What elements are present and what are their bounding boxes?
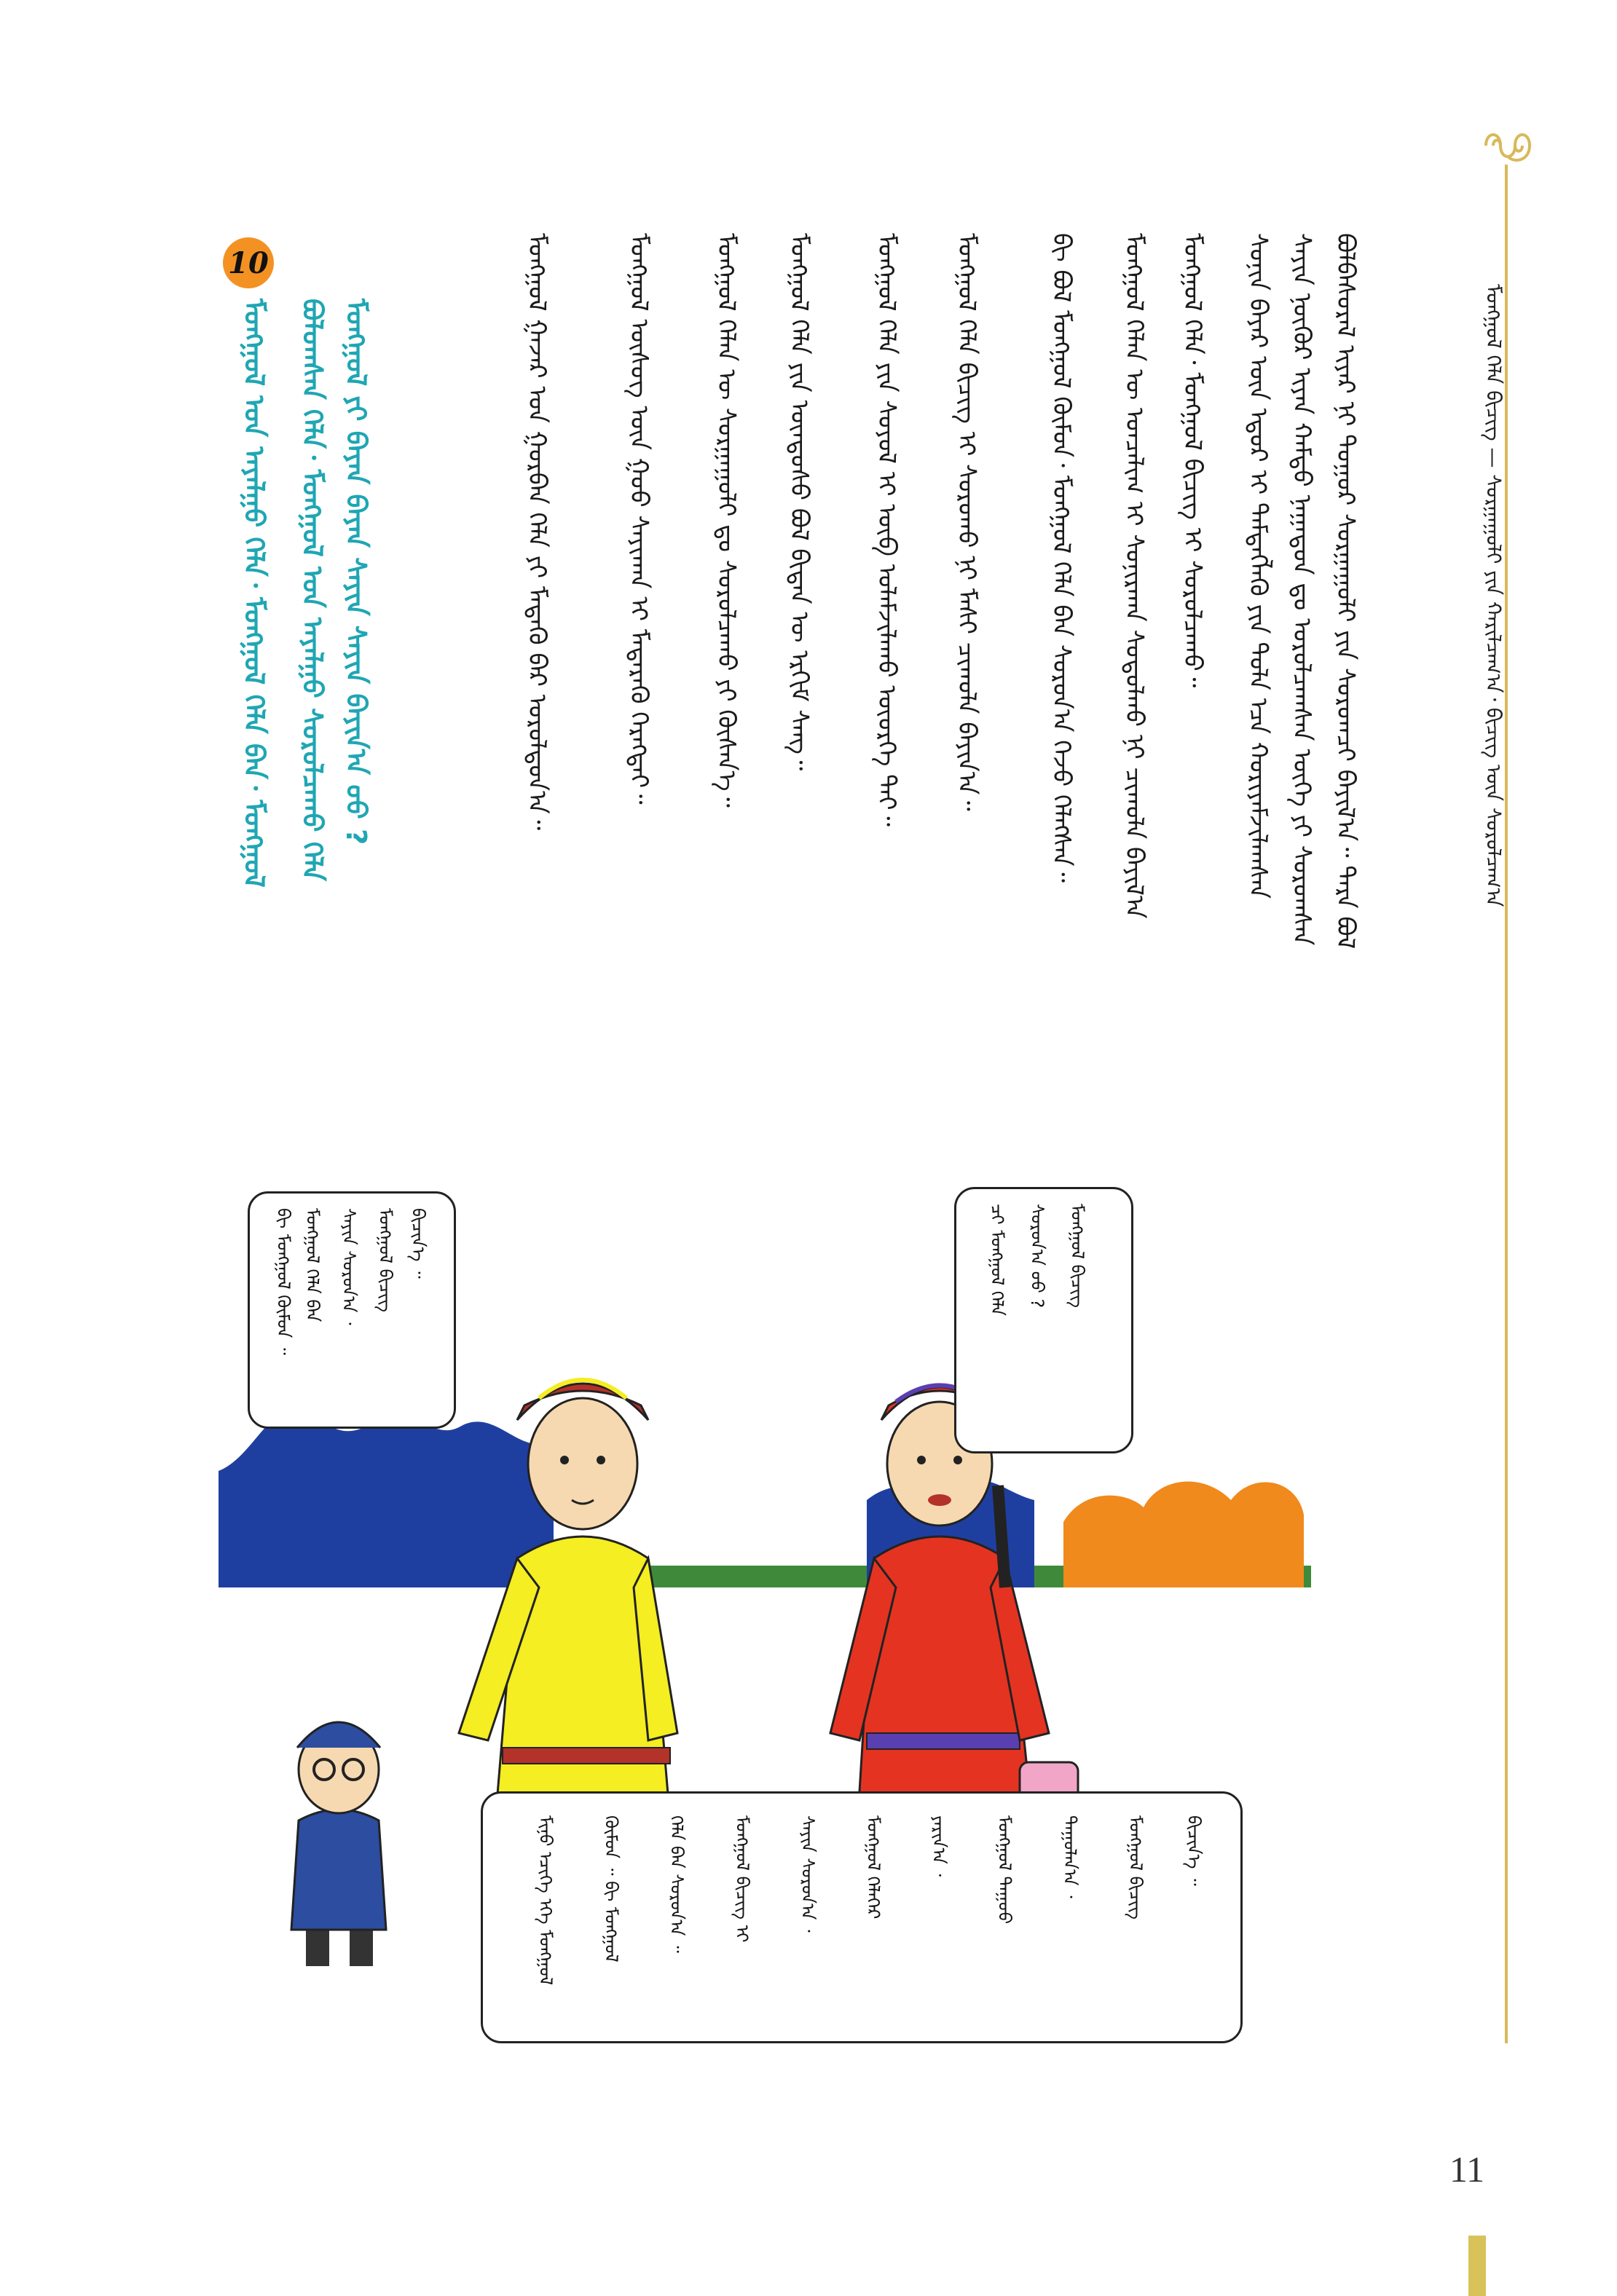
bubble-line: ᠪᠢᠴᠢᠨ᠎ᠡ ᠃ xyxy=(1184,1815,1204,1886)
mountains xyxy=(219,1411,554,1587)
body-line: ᠮᠣᠩᠭᠣᠯ ᠬᠡᠯᠡᠨ ᠦ ᠰᠤᠷᠭᠠᠭᠤᠯᠢ ᠳᠤ ᠰᠤᠷᠤᠯᠴᠠᠬᠤ ᠶᠢ ᠬᠦᠰᠡᠨ᠎ᠡ᠃ xyxy=(712,233,741,808)
speech-bubble-child xyxy=(481,1791,1243,2043)
body-line: ᠮᠣᠩᠭᠣᠯ ᠬᠡᠯᠡ᠂ ᠮᠣᠩᠭᠣᠯ ᠪᠢᠴᠢᠭ ᠢ ᠰᠤᠷᠤᠯᠴᠠᠬᠤ᠃ xyxy=(1178,233,1207,688)
exercise-line: ᠮᠣᠩᠭᠣᠯ ᠤᠨ ᠠᠶᠠᠯᠭᠤ ᠬᠡᠯᠡ᠂ ᠮᠣᠩᠭᠣᠯ ᠬᠡᠯᠡ ᠪᠡᠨ᠂ ᠮᠣᠩᠭᠣᠯ xyxy=(238,299,270,888)
bubble-line: ᠰᠠᠶᠢᠨ ᠰᠤᠷᠤᠨ᠎ᠠ ᠂ xyxy=(339,1208,359,1325)
bubble-line: ᠮᠣᠩᠭᠣᠯ ᠪᠢᠴᠢᠭ xyxy=(1125,1815,1146,1920)
speech-bubble-boy xyxy=(248,1191,456,1429)
bushes xyxy=(1063,1482,1304,1587)
bubble-line: ᠮᠣᠩᠭᠣᠯ ᠪᠢᠴᠢᠭ xyxy=(375,1208,396,1312)
bubble-line: ᠰᠠᠶᠢᠨ ᠰᠤᠷᠤᠨ᠎ᠠ ᠂ xyxy=(798,1815,818,1933)
bubble-line: ᠶᠠᠷᠢᠨ᠎ᠠ ᠂ xyxy=(929,1815,949,1877)
body-line: ᠰᠠᠶᠢᠨ ᠨᠥᠬᠦᠷ ᠢᠶᠡᠨ ᠬᠠᠮᠲᠤ ᠨᠠᠭᠠᠳᠤᠨ ᠳᠤ ᠣᠷᠣᠯᠴᠠᠭᠰᠠᠨ ᠦᠭᠡ ᠶᠢ ᠰᠤᠷᠤᠭᠰᠠᠨ xyxy=(1287,233,1316,946)
exercise-line: ᠪᠤᠯᠤᠭᠰᠠᠨ ᠬᠡᠯᠡ᠂ ᠮᠣᠩᠭᠣᠯ ᠤᠨ ᠠᠶᠠᠯᠭᠤ ᠰᠤᠷᠤᠯᠴᠠᠬᠤ ᠬᠡᠯᠡ xyxy=(296,299,328,882)
speech-bubble-mother xyxy=(954,1187,1133,1453)
bubble-line: ᠮᠣᠩᠭᠣᠯ ᠪᠢᠴᠢᠭ ᠢ xyxy=(732,1815,752,1943)
body-line: ᠮᠣᠩᠭᠣᠯ ᠦᠰᠦᠭ ᠦᠨ ᠭᠣᠣ ᠰᠠᠶᠢᠬᠠᠨ ᠢ ᠮᠡᠳᠡᠷᠡᠬᠦ ᠬᠡᠷᠡᠭᠲᠡᠢ᠃ xyxy=(624,233,653,805)
bubble-line: ᠬᠦᠮᠦᠨ ᠃ ᠪᠢ ᠮᠣᠩᠭᠣᠯ xyxy=(601,1815,621,1962)
bubble-line: ᠮᠣᠩᠭᠣᠯ ᠬᠡᠯᠡ ᠪᠡᠨ xyxy=(302,1208,323,1322)
bubble-line: ᠳᠠᠭᠤᠯᠠᠨ᠎ᠠ ᠂ xyxy=(1060,1815,1080,1898)
bubble-line: ᠪᠢ ᠮᠣᠩᠭᠣᠯ ᠬᠦᠮᠦᠨ ᠃ xyxy=(273,1208,294,1355)
body-line: ᠮᠣᠩᠭᠣᠯ ᠭᠠᠵᠠᠷ ᠤᠨ ᠭᠤᠷᠪᠠᠨ ᠬᠡᠯᠡ ᠶᠢ ᠮᠡᠳᠡᠬᠦ ᠪᠡᠷ ᠣᠷᠣᠯᠳᠤᠨ᠎ᠠ᠃ xyxy=(522,233,551,831)
running-header: ᠮᠣᠩᠭᠣᠯ ᠬᠡᠯᠡ ᠪᠢᠴᠢᠭ᠌ — ᠰᠤᠷᠭᠠᠭᠤᠯᠢ ᠶᠢᠨ ᠬᠠᠷᠢᠯᠴᠠᠭ᠎ᠠ᠂ ᠪᠢᠴᠢᠭ ᠦᠨ ᠰᠤᠷᠤᠯᠴᠠᠭ᠎ᠠ xyxy=(1482,284,1506,907)
bubble-line: ᠮᠣᠩᠭᠣᠯ ᠳᠠᠭᠤᠤ xyxy=(994,1815,1015,1925)
exercise-line: ᠮᠣᠩᠭᠣᠯ ᠶᠢ ᠪᠠᠶᠠᠨ ᠪᠠᠶᠠᠨ ᠰᠠᠶᠢᠨ ᠰᠠᠶᠢᠨ ᠪᠠᠶᠢᠨ᠎ᠠ ᠤᠤ ? xyxy=(340,299,372,845)
bubble-line: ᠬᠡᠯᠡ ᠪᠡᠨ ᠰᠤᠷᠤᠨ᠎ᠠ ᠃ xyxy=(666,1815,687,1953)
bubble-line: ᠮᠢᠨᠤ ᠡᠴᠢᠭᠡ ᠡᠬᠡ ᠮᠣᠩᠭᠣᠯ xyxy=(535,1815,556,1986)
bubble-line: ᠪᠢᠴᠢᠨ᠎ᠡ ᠃ xyxy=(408,1208,428,1279)
exercise-number-badge: 10 xyxy=(223,237,274,288)
bubble-line: ᠰᠤᠷᠤᠨ᠎ᠠ ᠤᠤ ? xyxy=(1027,1204,1047,1309)
body-line: ᠮᠣᠩᠭᠣᠯ ᠬᠡᠯᠡᠨ ᠦ ᠣᠨᠴᠠᠯᠢᠭ ᠢ ᠰᠣᠨᠢᠷᠬᠠᠨ ᠰᠤᠳᠤᠯᠬᠤ ᠨᠢ ᠴᠢᠬᠤᠯᠠ ᠪᠠᠶᠢᠯ᠎ᠠ xyxy=(1120,233,1149,919)
body-line: ᠪᠣᠯᠪᠠᠰᠤᠷᠠᠯ ᠢᠶᠠᠷ ᠨᠢ ᠳᠤᠭᠤᠷ ᠰᠤᠷᠭᠠᠭᠤᠯᠢ ᠶᠢᠨ ᠰᠤᠷᠤᠭᠴᠢ ᠪᠠᠶᠢᠯ᠎ᠠ᠃ ᠲᠡᠷᠡ ᠪᠣᠯ xyxy=(1331,233,1360,950)
page-number: 11 xyxy=(1449,2149,1485,2190)
body-line: ᠮᠣᠩᠭᠣᠯ ᠬᠡᠯᠡ ᠶᠢᠨ ᠰᠣᠶᠣᠯ ᠢ ᠥᠪ ᠤᠯᠠᠮᠵᠢᠯᠠᠬᠤ ᠦᠦᠷᠭᠡ ᠲᠠᠢ᠃ xyxy=(872,233,901,827)
bubble-line: ᠮᠣᠩᠭᠣᠯ ᠬᠡᠯᠡᠭᠡᠷ xyxy=(863,1815,884,1920)
body-line: ᠰᠣᠨᠢᠨ ᠪᠠᠶᠠᠷ ᠦᠨ ᠡᠳᠦᠷ ᠢ ᠲᠡᠮᠳᠡᠭᠯᠡᠬᠦ ᠶᠢᠨ ᠳᠤᠯᠠ ᠡᠴᠡ ᠬᠤᠷᠢᠶᠠᠮᠵᠢᠯᠠᠭᠰᠠᠨ xyxy=(1243,233,1272,899)
body-line: ᠪᠢ ᠪᠣᠯ ᠮᠣᠩᠭᠣᠯ ᠬᠦᠮᠦᠨ᠂ ᠮᠣᠩᠭᠣᠯ ᠬᠡᠯᠡ ᠪᠡᠨ ᠰᠤᠷᠤᠨ᠎ᠠ ᠭᠡᠵᠦ ᠬᠡᠯᠡᠭᠰᠡᠨ᠃ xyxy=(1047,233,1076,883)
body-line: ᠮᠣᠩᠭᠣᠯ ᠬᠡᠯᠡ ᠶᠢᠨ ᠦᠨᠳᠦᠰᠦ ᠪᠣᠯ ᠪᠢᠳᠡᠨ ᠦ ᠡᠷᠬᠢᠮ ᠰᠠᠩ᠃ xyxy=(784,233,814,771)
header-ornament-icon xyxy=(1479,124,1537,167)
bubble-line: ᠴᠢ ᠮᠣᠩᠭᠣᠯ ᠬᠡᠯᠡ xyxy=(987,1204,1007,1317)
page-marker xyxy=(1468,2236,1486,2296)
child-figure xyxy=(291,1722,386,1966)
bubble-line: ᠮᠣᠩᠭᠣᠯ ᠪᠢᠴᠢᠭ xyxy=(1067,1204,1087,1308)
body-line: ᠮᠣᠩᠭᠣᠯ ᠬᠡᠯᠡ ᠪᠢᠴᠢᠭ ᠢ ᠰᠤᠷᠤᠬᠤ ᠨᠢ ᠮᠠᠰᠢ ᠴᠢᠬᠤᠯᠠ ᠪᠠᠶᠢᠨ᠎ᠠ᠃ xyxy=(952,233,981,811)
